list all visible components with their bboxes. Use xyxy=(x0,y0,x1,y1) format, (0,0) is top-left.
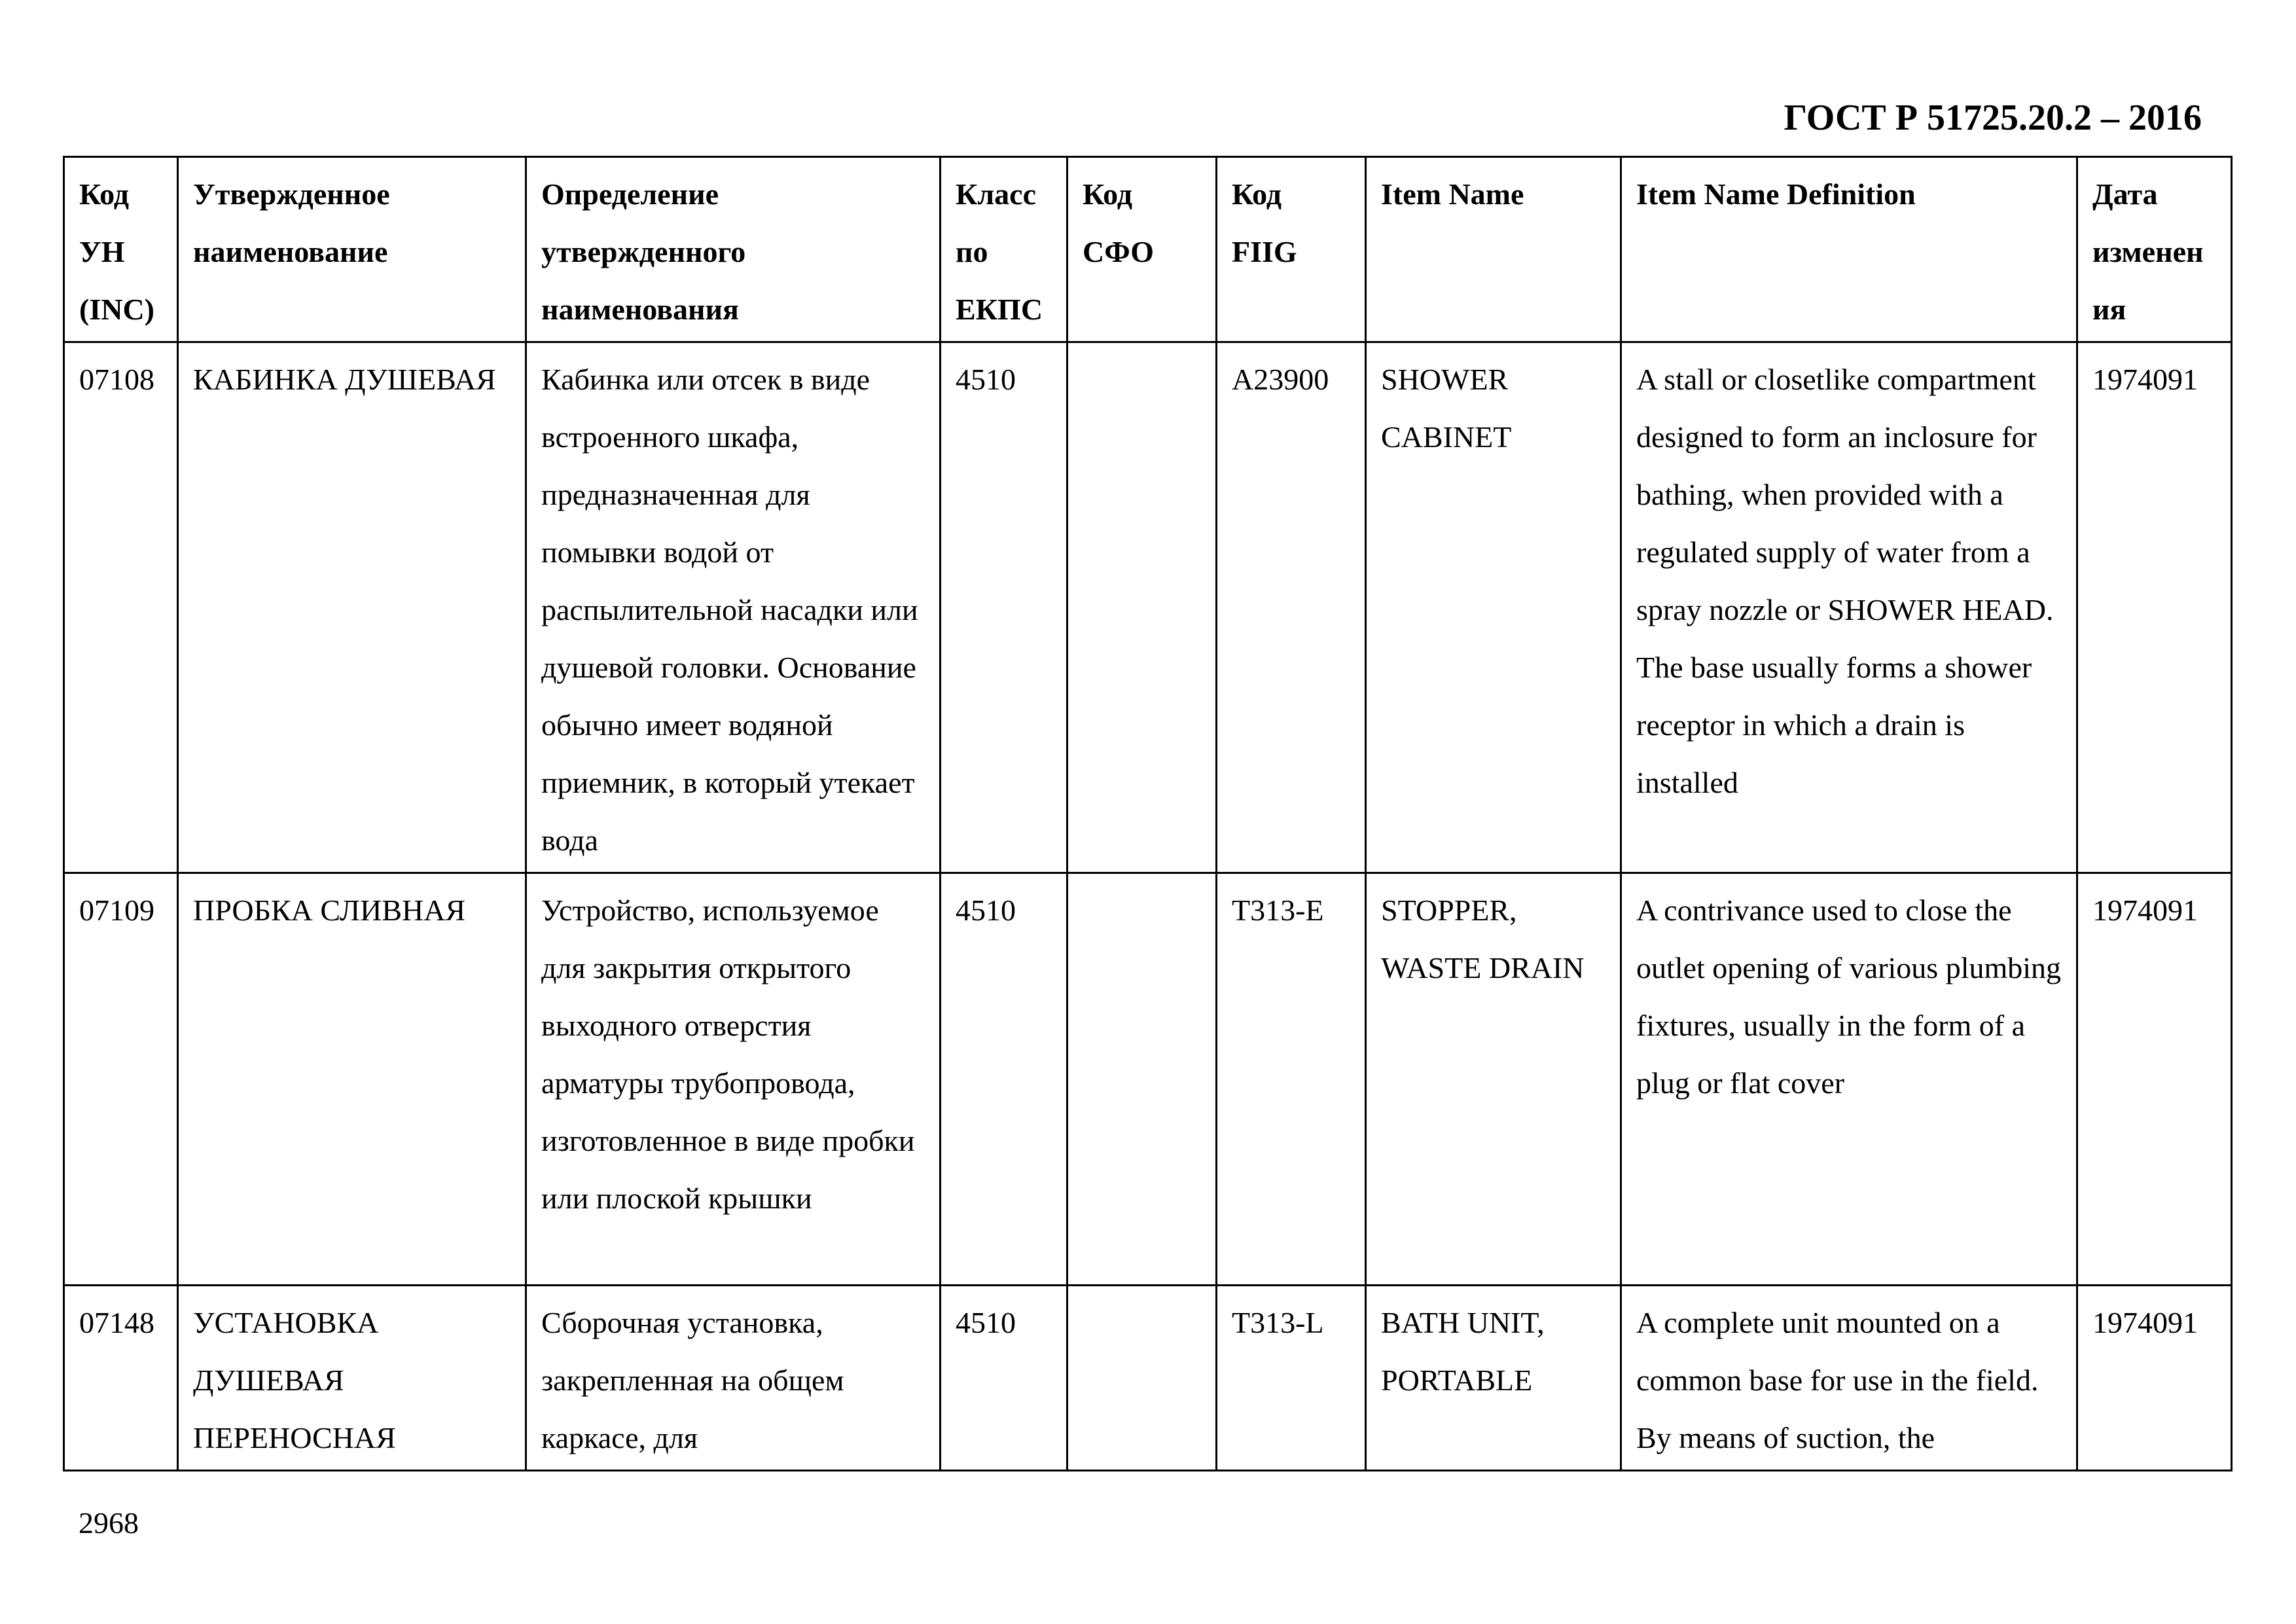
cell-date: 1974091 xyxy=(2077,342,2232,873)
column-header-fiig: Код FIIG xyxy=(1217,157,1366,342)
document-standard-title: ГОСТ Р 51725.20.2 – 2016 xyxy=(1784,98,2202,138)
cell-class: 4510 xyxy=(941,342,1067,873)
column-header-item-definition: Item Name Definition xyxy=(1621,157,2077,342)
table-row xyxy=(64,873,2232,1286)
cell-code: 07148 xyxy=(64,1286,178,1471)
table-header-row xyxy=(64,157,2232,342)
cell-item-definition: A stall or closetlike compartment designed to form an inclosure for bathing, when provided with a regulated supply of water from a spray nozzle or SHOWER HEAD. The base usually forms a shower receptor in which a drain is installed xyxy=(1621,342,2077,873)
cell-item-definition: A complete unit mounted on a common base for use in the field. By means of suction, the xyxy=(1621,1286,2077,1471)
cell-sfo xyxy=(1067,873,1217,1286)
cell-name-ru: УСТАНОВКА ДУШЕВАЯ ПЕРЕНОСНАЯ xyxy=(178,1286,526,1471)
table-row xyxy=(64,342,2232,873)
cell-date: 1974091 xyxy=(2077,1286,2232,1471)
cell-fiig: T313-E xyxy=(1217,873,1366,1286)
cell-code: 07109 xyxy=(64,873,178,1286)
cell-item-definition: A contrivance used to close the outlet opening of various plumbing fixtures, usually in the form of a plug or flat cover xyxy=(1621,873,2077,1286)
cell-name-ru: ПРОБКА СЛИВНАЯ xyxy=(178,873,526,1286)
column-header-sfo: Код СФО xyxy=(1067,157,1217,342)
cell-fiig: A23900 xyxy=(1217,342,1366,873)
cell-fiig: T313-L xyxy=(1217,1286,1366,1471)
page-number: 2968 xyxy=(79,1506,139,1540)
column-header-definition-ru: Определение утвержденного наименования xyxy=(526,157,941,342)
column-header-date: Дата изменения xyxy=(2077,157,2232,342)
cell-definition-ru: Кабинка или отсек в виде встроенного шкафа, предназначенная для помывки водой от распылительной насадки или душевой головки. Основание обычно имеет водяной приемник, в который утекает вода xyxy=(526,342,941,873)
cell-sfo xyxy=(1067,342,1217,873)
cell-class: 4510 xyxy=(941,1286,1067,1471)
cell-definition-ru: Устройство, используемое для закрытия открытого выходного отверстия арматуры трубопровода, изготовленное в виде пробки или плоской крышки xyxy=(526,873,941,1286)
cell-definition-ru: Сборочная установка, закрепленная на общем каркасе, для xyxy=(526,1286,941,1471)
cell-sfo xyxy=(1067,1286,1217,1471)
cell-code: 07108 xyxy=(64,342,178,873)
cell-item-name: STOPPER, WASTE DRAIN xyxy=(1366,873,1621,1286)
column-header-code: Код УН (INC) xyxy=(64,157,178,342)
cell-item-name: SHOWER CABINET xyxy=(1366,342,1621,873)
column-header-class: Класс по ЕКПС xyxy=(941,157,1067,342)
classification-table xyxy=(63,156,2233,1471)
column-header-item-name: Item Name xyxy=(1366,157,1621,342)
column-header-name-ru: Утвержденное наименование xyxy=(178,157,526,342)
cell-class: 4510 xyxy=(941,873,1067,1286)
cell-name-ru: КАБИНКА ДУШЕВАЯ xyxy=(178,342,526,873)
cell-item-name: BATH UNIT, PORTABLE xyxy=(1366,1286,1621,1471)
cell-date: 1974091 xyxy=(2077,873,2232,1286)
table-row xyxy=(64,1286,2232,1471)
